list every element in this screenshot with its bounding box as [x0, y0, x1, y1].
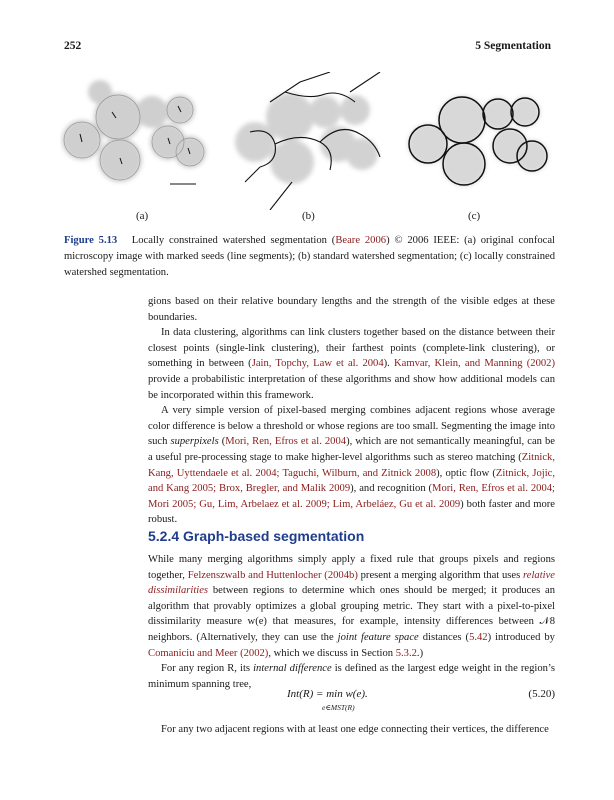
figure-panel-b [230, 72, 390, 210]
subfigure-label-c: (c) [468, 210, 481, 222]
citation[interactable]: Jain, Topchy, Law et al. 2004 [251, 358, 384, 370]
body-text-section [148, 552, 555, 692]
figure-5-13 [60, 72, 560, 210]
equation-number: (5.20) [528, 688, 555, 700]
caption-text: Locally constrained watershed segmentation ( [131, 235, 336, 246]
text-run: provide a probabilistic interpretation of these algorithms and show how additional models can be incorporated within this framework. [148, 373, 555, 401]
citation[interactable]: Mori, Ren, Efros et al. 2004; Mori 2005; Gu, Lim, Arbelaez et al. 2009; Lim, Arbeláez, Gu et al. 2009 [148, 483, 555, 510]
paragraph [148, 552, 555, 661]
citation[interactable]: Zitnick, Jojic, and Kang 2005; Brox, Bregler, and Malik 2009 [148, 467, 555, 495]
citation[interactable]: Mori, Ren, Efros et al. 2004 [225, 436, 347, 448]
text-run: A very simple version of pixel-based merging combines adjacent regions whose average color difference is below a threshold or whose regions are too small. Segmenting the image into such [148, 405, 555, 448]
paragraph [148, 403, 555, 528]
citation[interactable]: Comaniciu and Meer (2002) [148, 647, 269, 659]
text-run: present a merging algorithm that uses [357, 569, 524, 581]
text-run: While many merging algorithms simply apply a fixed rule that groups pixels and regions together, [148, 554, 555, 581]
caption-text: ) © 2006 IEEE: (a) original confocal microscopy image with marked seeds (line segments); (b) standard watershed segmentation; (c) locally constrained watershed segmentation. [64, 235, 555, 279]
equation-reference[interactable]: 5.42 [469, 631, 488, 643]
figure-panel-a [60, 72, 220, 210]
text-run: is defined as the largest edge weight in the region’s minimum spanning tree, [148, 663, 555, 690]
figure-caption [64, 233, 555, 282]
emphasis: internal difference [253, 663, 332, 675]
body-text-bottom [148, 722, 555, 738]
emphasis: superpixels [170, 436, 219, 448]
equation-5-20 [148, 688, 555, 716]
text-run: For any region R, its [161, 663, 254, 675]
equation-subscript: e∈MST(R) [322, 703, 355, 712]
citation[interactable]: Zitnick, Kang, Uyttendaele et al. 2004; Taguchi, Wilburn, and Zitnick 2008 [148, 451, 555, 479]
equation-body: Int(R) = min w(e). [287, 688, 368, 700]
text-run: ) introduced by [487, 631, 555, 643]
text-run: ), which are not semantically meaningful, can be a useful pre-processing stage to make higher-level algorithms such as stereo matching ( [148, 436, 555, 463]
text-run: ( [218, 436, 226, 448]
section-reference[interactable]: 5.3.2 [395, 647, 417, 659]
paragraph: gions based on their relative boundary lengths and the strength of the visible edges at these boundaries. [148, 296, 555, 323]
text-run: distances ( [418, 631, 470, 643]
subfigure-label-b: (b) [302, 210, 315, 222]
text-run: ), and recognition ( [350, 483, 433, 495]
page-number: 252 [64, 40, 82, 52]
caption-citation[interactable]: Beare 2006 [335, 235, 387, 246]
citation[interactable]: Felzenszwalb and Huttenlocher (2004b) [187, 569, 358, 581]
section-heading: 5.2.4 Graph-based segmentation [148, 528, 365, 544]
figure-panel-c [400, 72, 560, 210]
citation[interactable]: Kamvar, Klein, and Manning (2002) [394, 358, 556, 370]
emphasis: joint feature space [337, 631, 419, 643]
text-run: In data clustering, algorithms can link clusters together based on the distance between their closest points (single-link clustering), their farthest points (complete-link clustering), or something in between ( [148, 327, 555, 370]
citation-emphasis[interactable]: relative dissimilarities [148, 569, 555, 597]
text-run: between regions to determine which ones should be merged; it produces an algorithm that provably optimizes a global grouping metric. They start with a pixel-to-pixel dissimilarity measure w(e) that measures, for example, intensity differences between 𝒩8 neighbors. (Alternatively, they can use the [148, 585, 555, 643]
paragraph: For any two adjacent regions with at least one edge connecting their vertices, the difference [161, 724, 549, 735]
body-text-top [148, 294, 555, 528]
paragraph [148, 325, 555, 403]
text-run: , which we discuss in Section [268, 647, 396, 659]
subfigure-label-a: (a) [136, 210, 149, 222]
text-run: .) [416, 647, 424, 659]
text-run: ). [383, 358, 394, 370]
running-header: 5 Segmentation [475, 40, 551, 52]
text-run: ), optic flow ( [436, 467, 496, 479]
text-run: ) both faster and more robust. [148, 498, 555, 526]
figure-label: Figure 5.13 [64, 235, 118, 246]
